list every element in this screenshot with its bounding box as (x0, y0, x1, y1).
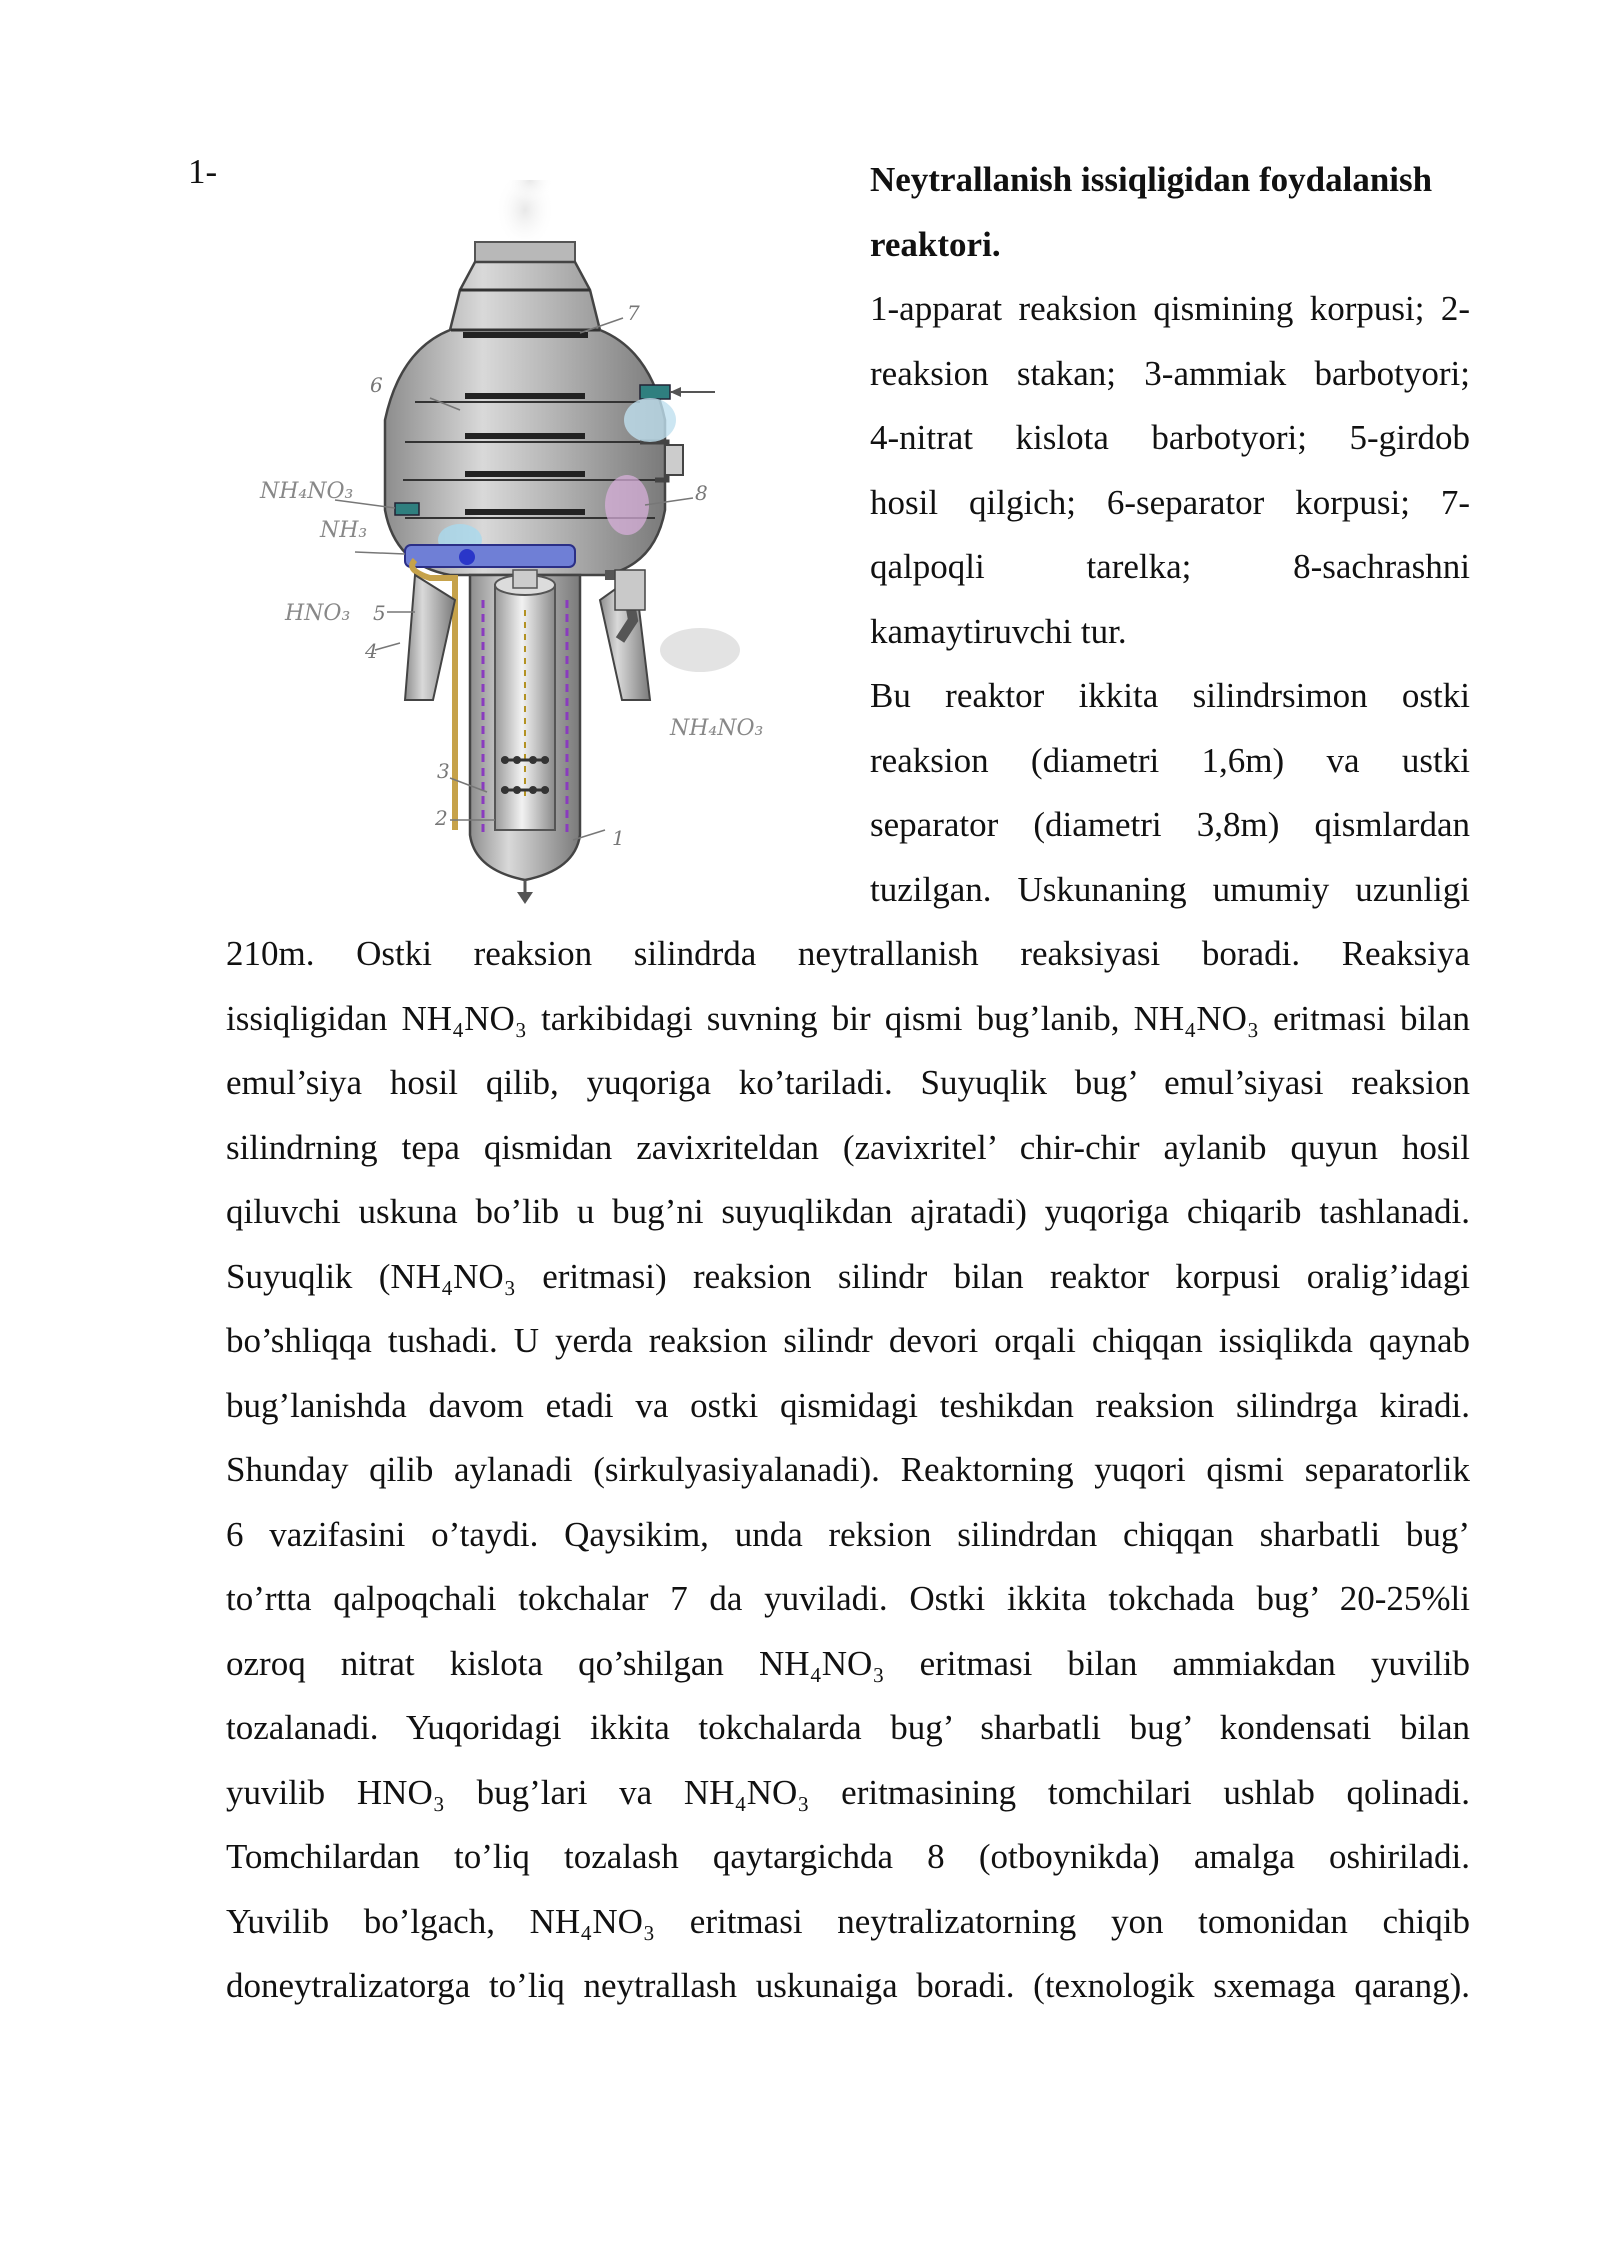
body-line: to’rtta qalpoqchali tokchalar 7 da yuviladi. Ostki ikkita tokchada bug’ 20-25%li (226, 1579, 1470, 1618)
figure-title-line1: Neytrallanish issiqligidan foydalanish (870, 160, 1433, 199)
side-column (870, 148, 1470, 922)
caption-line: kamaytiruvchi tur. (870, 611, 1127, 651)
nh3-barbotage (405, 545, 575, 567)
body-line: emul’siya hosil qilib, yuqoriga ko’tariladi. Suyuqlik bug’ emul’siyasi reaksion (226, 1063, 1470, 1102)
caption-line: qalpoqli tarelka; 8-sachrashni (870, 547, 1470, 586)
caption-line: hosil qilgich; 6-separator korpusi; 7- (870, 482, 1470, 522)
label-4: 4 (365, 639, 378, 663)
label-nh4no3-in: NH₄NO₃ (260, 479, 354, 504)
body-line: bug’lanishda davom etadi va ostki qismidagi teshikdan reaksion silindrga kiradi. (226, 1385, 1470, 1425)
intro-line: reaksion (diametri 1,6m) va ustki (870, 740, 1470, 780)
figure-title-line2: reaktori. (870, 224, 1001, 264)
body-line: bo’shliqqa tushadi. U yerda reaksion silindr devori orqali chiqqan issiqlikda qaynab (226, 1321, 1470, 1360)
label-6: 6 (370, 373, 383, 397)
body-line: issiqligidan NH₄NO₃ tarkibidagi suvning bir qismi bug’lanib, NH₄NO₃ eritmasi bilan (226, 998, 1470, 1038)
caption-line: reaksion stakan; 3-ammiak barbotyori; (870, 353, 1470, 393)
caption-line: 1-apparat reaksion qismining korpusi; 2- (870, 289, 1470, 328)
caption-line: 4-nitrat kislota barbotyori; 5-girdob (870, 418, 1470, 457)
intro-line: Bu reaktor ikkita silindrsimon ostki (870, 676, 1470, 715)
label-7: 7 (627, 301, 640, 325)
body-line: 6 vazifasini o’taydi. Qaysikim, unda reksion silindrdan chiqqan sharbatli bug’ (226, 1514, 1470, 1554)
top-outlet (475, 242, 575, 262)
body-line: tozalanadi. Yuqoridagi ikkita tokchalarda bug’ sharbatli bug’ kondensati bilan (226, 1708, 1470, 1747)
label-hno3: HNO₃ (285, 601, 351, 626)
body-line: 210m. Ostki reaksion silindrda neytrallanish reaksiyasi boradi. Reaksiya (226, 934, 1470, 973)
label-8: 8 (695, 481, 708, 505)
body-line: doneytralizatorga to’liq neytrallash uskunaiga boradi. (texnologik sxemaga qarang). (226, 1966, 1470, 2005)
body-line: Yuvilib bo’lgach, NH₄NO₃ eritmasi neytralizatorning yon tomonidan chiqib (226, 1901, 1470, 1941)
label-2: 2 (435, 806, 448, 830)
label-nh3: NH₃ (320, 518, 368, 543)
label-1: 1 (612, 826, 625, 850)
body-line: yuvilib HNO₃ bug’lari va NH₄NO₃ eritmasining tomchilari ushlab qolinadi. (226, 1772, 1470, 1812)
body-paragraph (226, 922, 1470, 2019)
steam-out (660, 628, 740, 672)
reactor-diagram (255, 180, 795, 910)
body-line: Shunday qilib aylanadi (sirkulyasiyalanadi). Reaktorning yuqori qismi separatorlik (226, 1450, 1470, 1489)
intro-line: separator (diametri 3,8m) qismlardan (870, 805, 1470, 844)
label-5: 5 (373, 601, 386, 625)
body-line: silindrning tepa qismidan zavixriteldan (zavixritel’ chir-chir aylanib quyun hosil (226, 1127, 1470, 1167)
label-nh4no3-out: NH₄NO₃ (670, 716, 764, 741)
body-line: Suyuqlik (NH₄NO₃ eritmasi) reaksion silindr bilan reaktor korpusi oralig’idagi (226, 1256, 1470, 1296)
body-line: ozroq nitrat kislota qo’shilgan NH₄NO₃ eritmasi bilan ammiakdan yuvilib (226, 1643, 1470, 1683)
intro-line: tuzilgan. Uskunaning umumiy uzunligi (870, 869, 1470, 909)
support-leg-left (405, 575, 455, 700)
body-line: qiluvchi uskuna bo’lib u bug’ni suyuqlikdan ajratadi) yuqoriga chiqarib tashlanadi. (226, 1192, 1470, 1231)
figure-number: 1- (188, 152, 218, 191)
label-3: 3 (437, 759, 450, 783)
body-line: Tomchilardan to’liq tozalash qaytargichda 8 (otboynikda) amalga oshiriladi. (226, 1837, 1470, 1876)
